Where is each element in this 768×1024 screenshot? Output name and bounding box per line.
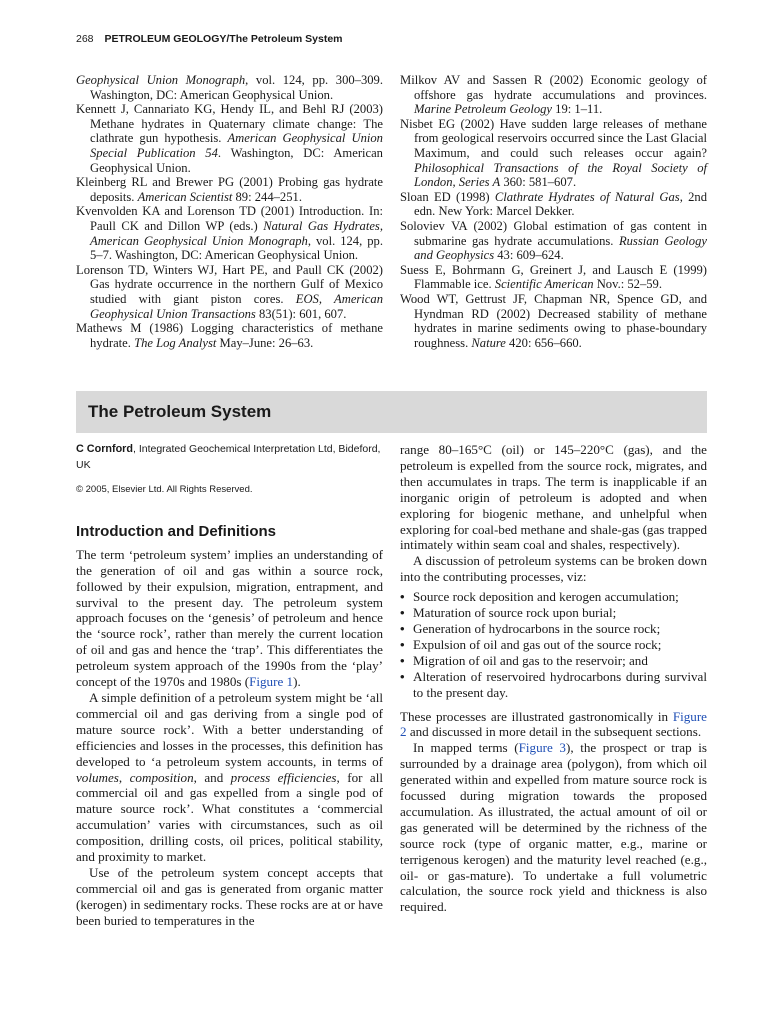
body-paragraph (400, 553, 707, 585)
reference-entry (400, 219, 707, 263)
reference-entry (400, 117, 707, 190)
text-run: 19: 1–11. (552, 102, 603, 117)
italic-text: composition (129, 769, 194, 785)
text-run: . Washington, DC: American Geophysical Union. (90, 145, 383, 175)
text-run: , vol. 124, pp. 5–7. Washington, DC: American Geophysical Union. (90, 233, 383, 263)
italic-text: Marine Petroleum Geology (414, 102, 553, 117)
italic-text: Russian Geology and Geophysics (414, 233, 707, 263)
figure-link[interactable]: Figure 1 (249, 674, 294, 690)
text-run: Wood WT, Gettrust JF, Chapman NR, Spence GD, and Hyndman RD (2002) Decreased stability of methane hydrates in marine sediments owing to phase-boundary roughness. (400, 291, 707, 350)
text-run: and discussed in more detail in the subsequent sections. (406, 724, 702, 740)
text-run: ), the prospect or trap is surrounded by a drainage area (polygon), from which oil generated within and expelled from mature source rock is focussed during migration towards the proposed accumulation. As illustrated, the actual amount of oil or gas generated will be determined by the richness of the source rock (type of organic matter, e.g., marine or terrigenous kerogen) and the maturity level reached (e.g., oil- or gas-mature). To undertake a full volumetric calculation, the source rock yield and thickness is also required. (400, 740, 707, 915)
italic-text: Clathrate Hydrates of Natural Gas (494, 189, 680, 204)
references-right-column (400, 73, 707, 350)
text-run: In mapped terms ( (413, 740, 519, 756)
references-left-column (76, 73, 383, 350)
process-bullet-list (400, 589, 707, 700)
italic-text: American Scientist (137, 189, 233, 204)
running-title: PETROLEUM GEOLOGY/The Petroleum System (104, 33, 343, 45)
bullet-item: • Maturation of source rock upon burial; (400, 605, 707, 621)
italic-text: Geophysical Union Monograph (76, 73, 246, 87)
body-paragraph (76, 865, 383, 929)
article-left-column (76, 442, 383, 929)
text-run: Kleinberg RL and Brewer PG (2001) Probing gas hydrate deposits. (76, 175, 383, 204)
reference-entry (400, 190, 707, 219)
copyright-notice: © 2005, Elsevier Ltd. All Rights Reserved. (76, 484, 253, 495)
text-run: Nov.: 52–59. (593, 277, 662, 292)
bullet-item: • Generation of hydrocarbons in the source rock; (400, 621, 707, 637)
italic-text: volumes (76, 769, 119, 785)
figure-link[interactable]: Figure 2 (400, 708, 707, 740)
reference-entry (76, 73, 383, 102)
text-run: Milkov AV and Sassen R (2002) Economic geology of offshore gas hydrate accumulations and provinces. (400, 73, 707, 102)
italic-text: Natural Gas Hydrates, American Geophysical Union Monograph (90, 218, 383, 248)
page-number: 268 (76, 33, 94, 45)
text-run: Mathews M (1986) Logging characteristics of methane hydrate. (76, 321, 383, 350)
article-right-column (400, 442, 707, 915)
section-title: The Petroleum System (88, 402, 272, 421)
text-run: Soloviev VA (2002) Global estimation of gas content in submarine gas hydrate accumulations. (400, 218, 707, 248)
reference-entry (400, 73, 707, 117)
text-run: Lorenson TD, Winters WJ, Hart PE, and Paull CK (2002) Gas hydrate occurrence in the northern Gulf of Mexico studied with giant piston cores. (76, 262, 383, 306)
bullet-item: • Alteration of reservoired hydrocarbons during survival to the present day. (400, 669, 707, 701)
text-run: Kennett J, Cannariato KG, Hendy IL, and Behl RJ (2003) Methane hydrates in Quaternary climate change: The clathrate gun hypothesis. (76, 102, 383, 146)
subsection-heading: Introduction and Definitions (76, 522, 276, 540)
reference-entry (76, 263, 383, 321)
text-run: Sloan ED (1998) (400, 189, 495, 204)
text-run: A discussion of petroleum systems can be broken down into the contributing processes, viz: (400, 553, 707, 585)
text-run: Kvenvolden KA and Lorenson TD (2001) Introduction. In: Paull CK and Dillon WP (eds.) (76, 204, 383, 233)
italic-text: American Geophysical Union Special Publication 54 (90, 131, 383, 160)
text-run: , for all commercial oil and gas expelled from a single pod of mature source rock’. What constitutes a ‘commercial accumulation’ varies with circumstances, such as oil composition, drilling costs, oil prices, political stability, and proximity to market. (76, 769, 383, 865)
reference-entry (76, 102, 383, 175)
text-run: 420: 656–660. (505, 335, 582, 350)
text-run: , and (193, 769, 231, 785)
author-name: C Cornford (76, 443, 133, 455)
text-run: , 2nd edn. New York: Marcel Dekker. (414, 189, 707, 219)
right-intro-paragraphs (400, 442, 707, 585)
text-run: , vol. 124, pp. 300–309. Washington, DC: American Geophysical Union. (90, 73, 383, 102)
right-after-paragraphs (400, 709, 707, 916)
figure-link[interactable]: Figure 3 (518, 740, 566, 756)
text-run: Nisbet EG (2002) Have sudden large releases of methane from geological reservoirs occurred since the Last Glacial Maximum, and could such releases occur again? (400, 116, 707, 160)
italic-text: Scientific American (494, 277, 594, 292)
body-paragraph (400, 709, 707, 741)
text-run: 83(51): 601, 607. (255, 306, 347, 321)
author-line (76, 442, 383, 473)
italic-text: process efficiencies (230, 769, 337, 785)
body-paragraph (400, 442, 707, 553)
text-run: 43: 609–624. (494, 248, 564, 263)
reference-entry (400, 263, 707, 292)
italic-text: Philosophical Transactions of the Royal Society of London, Series A (414, 160, 707, 190)
bullet-item: • Expulsion of oil and gas out of the source rock; (400, 637, 707, 653)
text-run: , (118, 769, 130, 785)
text-run: Suess E, Bohrmann G, Greinert J, and Lausch E (1999) Flammable ice. (400, 262, 707, 292)
body-paragraph (400, 740, 707, 915)
text-run: A simple definition of a petroleum system might be ‘all commercial oil and gas deriving from a single pod of mature source rock’. With a better understanding of efficiencies and losses in the processes, this definition has developed to ‘a petroleum system accounts, in terms of (76, 689, 383, 769)
body-paragraph (76, 547, 383, 690)
text-run: 89: 244–251. (232, 189, 302, 204)
text-run: 360: 581–607. (500, 175, 577, 190)
section-banner (76, 391, 707, 433)
italic-text: Nature (471, 335, 506, 350)
running-header (76, 33, 343, 45)
reference-entry (76, 321, 383, 350)
reference-entry (76, 175, 383, 204)
text-run: ). (293, 674, 301, 690)
body-paragraph (76, 690, 383, 865)
author-affiliation: , Integrated Geochemical Interpretation Ltd, Bideford, UK (76, 443, 381, 471)
bullet-item: • Migration of oil and gas to the reservoir; and (400, 653, 707, 669)
text-run: The term ‘petroleum system’ implies an understanding of the generation of oil and gas within a source rock, followed by their expulsion, migration, entrapment, and survival to the present day. The petroleum system approach focuses on the ‘genesis’ of petroleum and hence the ‘source rock’, rather than merely the current location of oil and gas and hence the ‘trap’. This differentiates the petroleum system approach of the 1990s from the ‘play’ concept of the 1970s and 1980s ( (76, 546, 383, 690)
text-run: These processes are illustrated gastronomically in (400, 708, 673, 724)
italic-text: EOS, American Geophysical Union Transactions (90, 291, 383, 321)
reference-entry (400, 292, 707, 350)
text-run: May–June: 26–63. (216, 335, 314, 350)
text-run: Use of the petroleum system concept accepts that commercial oil and gas is generated from organic matter (kerogen) in sedimentary rocks. These rocks are at or have been buried to temperatures in the (76, 864, 383, 928)
left-paragraphs (76, 547, 383, 929)
text-run: range 80–165°C (oil) or 145–220°C (gas), and the petroleum is expelled from the source rock, migrates, and then accumulates in traps. The term is inapplicable if an inorganic origin of petroleum is adopted and when exploring for biogenic methane, and unhelpful when exploring for coal-bed methane and shale-gas (gas trapped intimately within seam coal and shales, respectively). (400, 442, 707, 553)
reference-entry (76, 204, 383, 262)
italic-text: The Log Analyst (134, 335, 217, 350)
bullet-item: • Source rock deposition and kerogen accumulation; (400, 589, 707, 605)
